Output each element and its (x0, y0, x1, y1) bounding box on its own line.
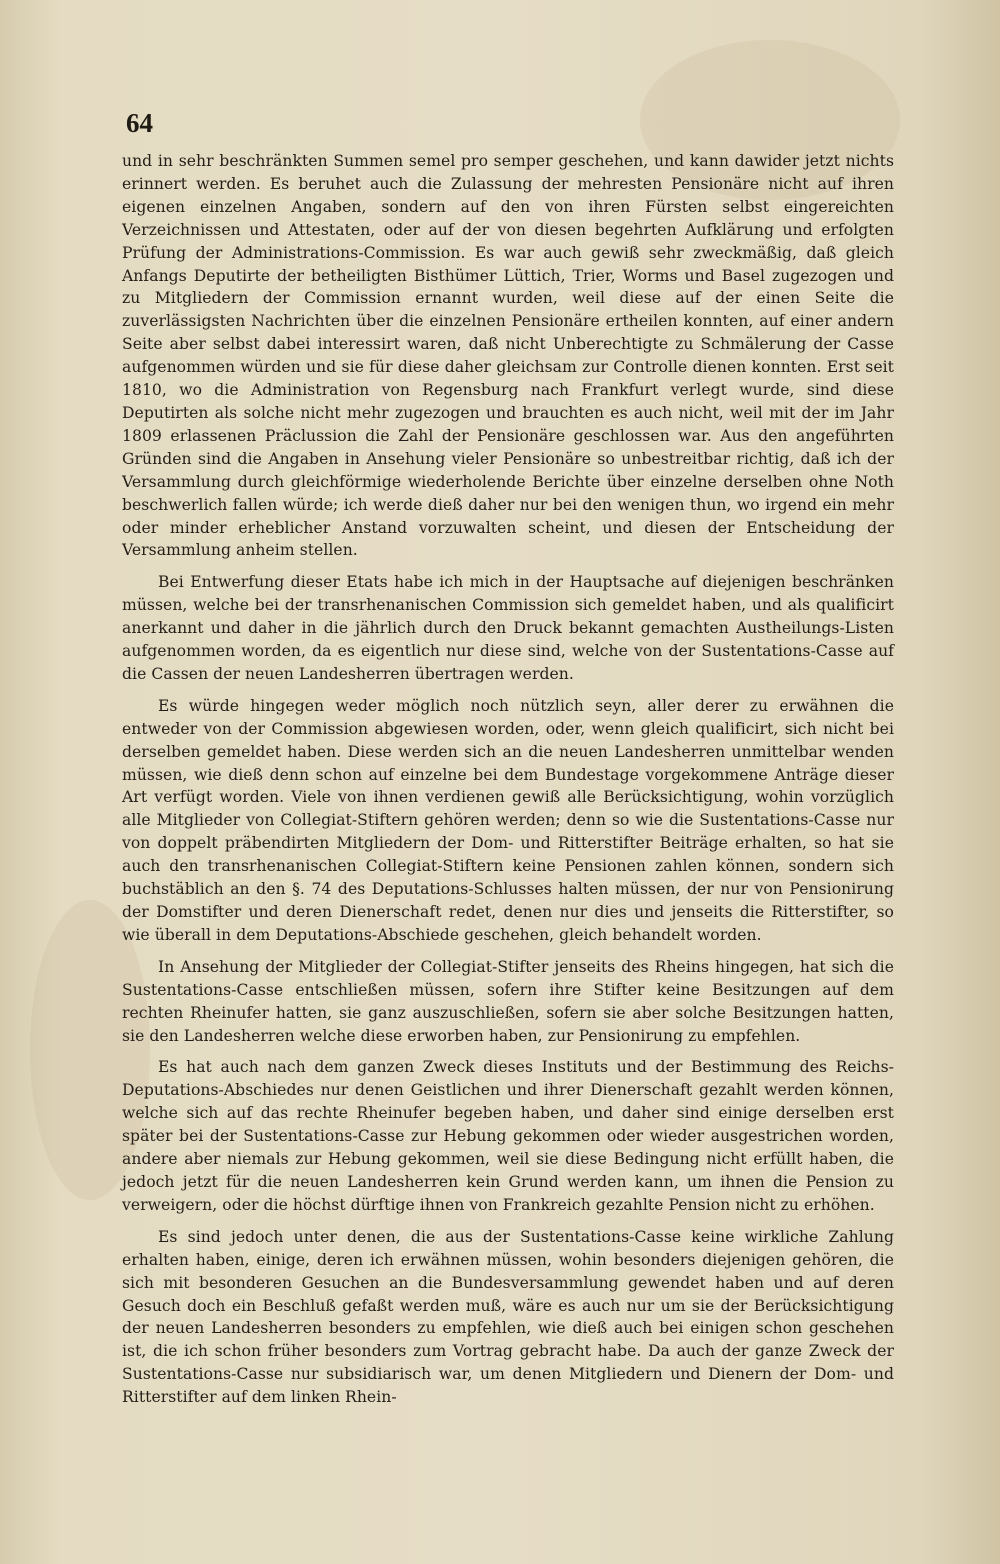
page-number: 64 (126, 108, 153, 138)
paragraph: Es sind jedoch unter denen, die aus der Sustentations-Casse keine wirkliche Zahlung erhalten haben, einige, deren ich erwähnen müssen, wohin besonders diejenigen gehören, die sich mit besonderen Gesuchen an die Bundesversammlung gewendet haben und auf deren Gesuch doch ein Beschluß gefaßt werden muß, wäre es auch nur um sie der Berücksichtigung der neuen Landesherren besonders zu empfehlen, wie dieß auch bei einigen schon geschehen ist, die ich schon früher besonders zum Vortrag gebracht habe. Da auch der ganze Zweck der Sustentations-Casse nur subsidiarisch war, um denen Mitgliedern und Dienern der Dom- und Ritterstifter auf dem linken Rhein- (122, 1227, 894, 1407)
paragraph: und in sehr beschränkten Summen semel pro semper geschehen, und kann dawider jetzt nichts erinnert werden. Es beruhet auch die Zulassung der mehresten Pensionäre nicht auf ihren eigenen einzelnen Angaben, sondern auf den von ihren Fürsten selbst eingereichten Verzeichnissen und Attestaten, oder auf der von diesen begehrten Aufklärung und erfolgten Prüfung der Administrations-Commission. Es war auch gewiß sehr zweckmäßig, daß gleich Anfangs Deputirte der betheiligten Bisthümer Lüttich, Trier, Worms und Basel zugezogen und zu Mitgliedern der Commission ernannt wurden, weil diese auf der einen Seite die zuverlässigsten Nachrichten über die einzelnen Pensionäre ertheilen konnten, auf einer andern Seite aber selbst dabei interessirt waren, daß nicht Unberechtigte zu Schmälerung der Casse aufgenommen würden und sie für diese daher gleichsam zur Controlle dienen konnten. Erst seit 1810, wo die Administration von Regensburg nach Frankfurt verlegt wurde, sind diese Deputirten als solche nicht mehr zugezogen und brauchten es auch nicht, weil mit der im Jahr 1809 erlassenen Präclussion die Zahl der Pensionäre geschlossen war. Aus den angeführten Gründen sind die Angaben in Ansehung vieler Pensionäre so unbestreitbar richtig, daß ich der Versammlung durch gleichförmige wiederholende Berichte über einzelne derselben ohne Noth beschwerlich fallen würde; ich werde dieß daher nur bei den wenigen thun, wo irgend ein mehr oder minder erheblicher Anstand vorzuwalten scheint, und diesen der Entscheidung der Versammlung anheim stellen. (122, 152, 894, 560)
body-text (122, 150, 894, 1409)
paragraph: In Ansehung der Mitglieder der Collegiat-Stifter jenseits des Rheins hingegen, hat sich die Sustentations-Casse entschließen müssen, sofern ihre Stifter keine Besitzungen auf dem rechten Rheinufer hatten, sie ganz auszuschließen, sofern sie aber solche Besitzungen hatten, sie den Landesherren welche diese erworben haben, zur Pensionirung zu empfehlen. (122, 957, 894, 1045)
paragraph: Es würde hingegen weder möglich noch nützlich seyn, aller derer zu erwähnen die entweder von der Commission abgewiesen worden, oder, wenn gleich qualificirt, sich nicht bei derselben gemeldet haben. Diese werden sich an die neuen Landesherren unmittelbar wenden müssen, wie dieß denn schon auf einzelne bei dem Bundestage vorgekommene Anträge dieser Art verfügt worden. Viele von ihnen verdienen gewiß alle Berücksichtigung, wohin vorzüglich alle Mitglieder von Collegiat-Stiftern gehören werden; denn so wie die Sustentations-Casse nur von doppelt präbendirten Mitgliedern der Dom- und Ritterstifter Beiträge erhalten, so hat sie auch den transrhenanischen Collegiat-Stiftern keine Pensionen zahlen können, sondern sich buchstäblich an den §. 74 des Deputations-Schlusses halten müssen, der nur von Pensionirung der Domstifter und deren Dienerschaft redet, denen nur dies und jenseits die Ritterstifter, so wie überall in dem Deputations-Abschiede geschehen, gleich behandelt worden. (122, 696, 894, 944)
paragraph: Bei Entwerfung dieser Etats habe ich mich in der Hauptsache auf diejenigen beschränken müssen, welche bei der transrhenanischen Commission sich gemeldet haben, und als qualificirt anerkannt und daher in die jährlich durch den Druck bekannt gemachten Austheilungs-Listen aufgenommen worden, da es eigentlich nur diese sind, welche von der Sustentations-Casse auf die Cassen der neuen Landesherren übertragen werden. (122, 573, 894, 683)
paragraph: Es hat auch nach dem ganzen Zweck dieses Instituts und der Bestimmung des Reichs-Deputations-Abschiedes nur denen Geistlichen und ihrer Dienerschaft gezahlt werden können, welche sich auf das rechte Rheinufer begeben haben, und daher sind einige derselben erst später bei der Sustentations-Casse zur Hebung gekommen oder wieder ausgestrichen worden, andere aber niemals zur Hebung gekommen, weil sie diese Bedingung nicht erfüllt haben, die jedoch jetzt für die neuen Landesherren kein Grund werden kann, um ihnen die Pension zu verweigern, oder die höchst dürftige ihnen von Frankreich gezahlte Pension nicht zu erhöhen. (122, 1058, 894, 1214)
